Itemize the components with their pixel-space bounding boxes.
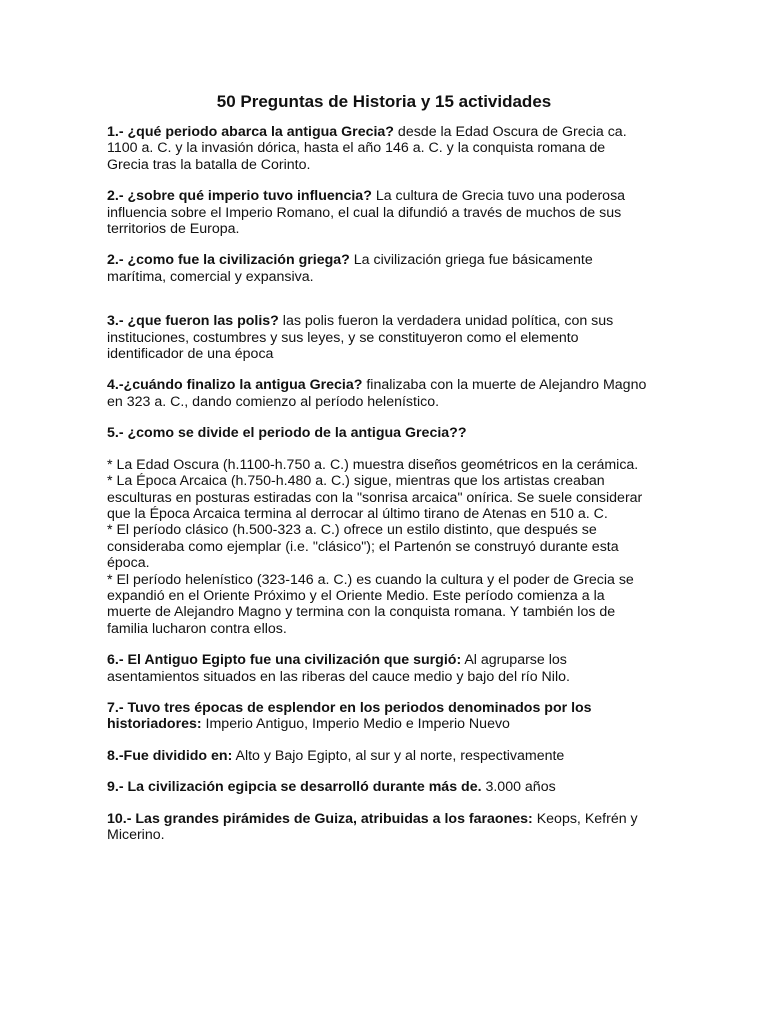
question-paragraph-egypt-7 [107,700,647,733]
question-paragraph-5 [107,377,647,410]
question-paragraph-egypt-8 [107,748,647,764]
answer-text: Alto y Bajo Egipto, al sur y al norte, respectivamente [232,747,565,764]
question-paragraph-1 [107,124,647,173]
question-text: 4.-¿cuándo finalizo la antigua Grecia? [107,377,363,394]
question-paragraph-4 [107,313,647,362]
question-paragraph-3 [107,252,647,285]
period-item-dark-age: * La Edad Oscura (h.1100-h.750 a. C.) muestra diseños geométricos en la cerámica. [107,456,639,473]
question-paragraph-2 [107,188,647,237]
question-paragraph-6 [107,425,647,441]
question-paragraph-egypt-10 [107,811,647,844]
answer-text: 3.000 años [481,779,556,796]
question-text: 2.- ¿como fue la civilización griega? [107,252,350,269]
question-text: 3.- ¿que fueron las polis? [107,313,279,330]
question-text: 7.- Tuvo tres épocas de esplendor en los periodos denominados por los historiadores: [107,699,592,733]
question-paragraph-egypt-6 [107,652,647,685]
answer-text: La civilización griega fue básicamente marítima, comercial y expansiva. [107,252,593,285]
question-text: 2.- ¿sobre qué imperio tuvo influencia? [107,188,372,205]
answer-text: La cultura de Grecia tuvo una poderosa influencia sobre el Imperio Romano, el cual la difundió a través de muchos de sus territorios de Europa. [107,188,626,238]
answer-text: finalizaba con la muerte de Alejandro Magno en 323 a. C., dando comienzo al período helenístico. [107,377,647,410]
period-item-classical: * El período clásico (h.500-323 a. C.) ofrece un estilo distinto, que después se consideraba como ejemplar (i.e. "clásico"); el Partenón se construyó durante esta época. [107,522,619,572]
answer-text: las polis fueron la verdadera unidad política, con sus instituciones, costumbres y sus leyes, y se constituyeron como el elemento identificador de una época [107,313,614,363]
answer-text: Al agruparse los asentamientos situados en las riberas del cauce medio y bajo del río Nilo. [107,652,570,685]
period-list [107,457,647,637]
answer-text: Keops, Kefrén y Micerino. [107,810,638,843]
question-text: 6.- El Antiguo Egipto fue una civilización que surgió: [107,652,462,669]
question-text: 8.-Fue dividido en: [107,747,233,764]
answer-text: Imperio Antiguo, Imperio Medio e Imperio Nuevo [201,716,510,733]
answer-text: desde la Edad Oscura de Grecia ca. 1100 a. C. y la invasión dórica, hasta el año 146 a. C. y la conquista romana de Grecia tras la batalla de Corinto. [107,124,627,173]
question-text: 9.- La civilización egipcia se desarrolló durante más de. [107,779,482,796]
period-item-hellenistic: * El período helenístico (323-146 a. C.) es cuando la cultura y el poder de Grecia se expandió en el Oriente Próximo y el Oriente Medio. Este período comienza a la muerte de Alejandro Magno y termina con la conquista romana. Y también los de familia lucharon contra ellos. [107,571,634,637]
period-item-archaic: * La Época Arcaica (h.750-h.480 a. C.) sigue, mientras que los artistas creaban esculturas en posturas estiradas con la "sonrisa arcaica" onírica. Se suele considerar que la Época Arcaica termina al derrocar al último tirano de Atenas en 510 a. C. [107,473,643,522]
document-title: 50 Preguntas de Historia y 15 actividades [216,92,552,111]
question-text: 1.- ¿qué periodo abarca la antigua Grecia? [107,124,394,140]
question-text: 5.- ¿como se divide el periodo de la antigua Grecia?? [107,425,467,442]
document-body [107,124,647,858]
question-paragraph-egypt-9 [107,779,647,795]
question-text: 10.- Las grandes pirámides de Guiza, atribuidas a los faraones: [107,810,533,827]
